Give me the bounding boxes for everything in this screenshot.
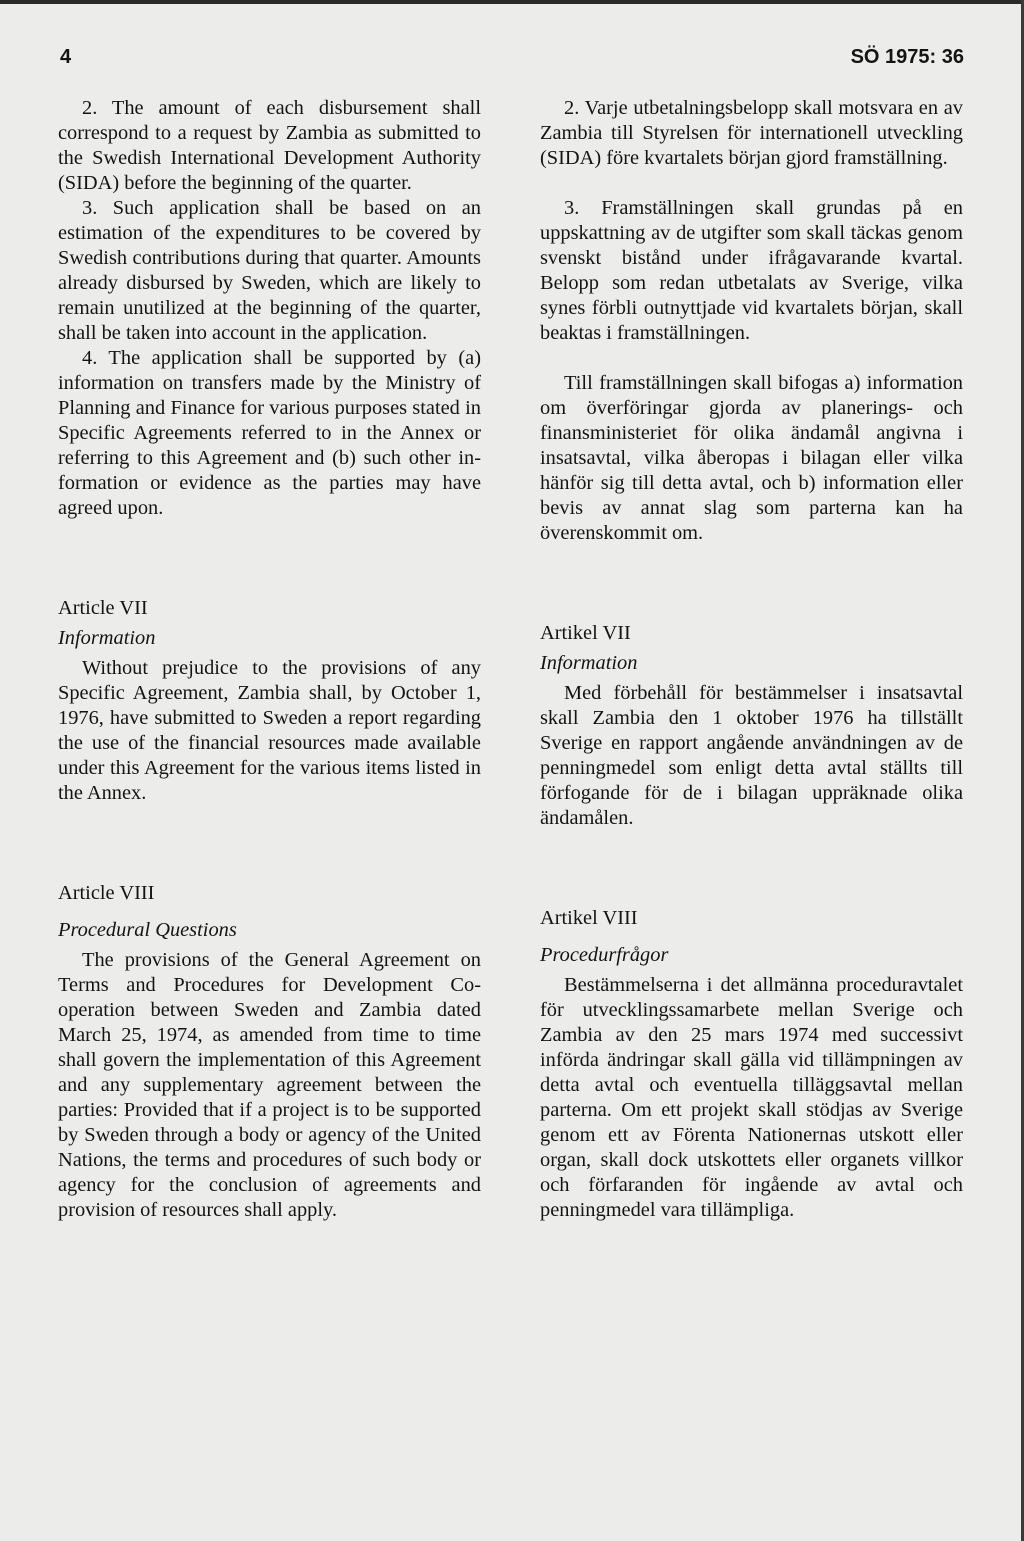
page-number: 4 [60, 46, 72, 68]
sv-article-7-text: Med förbehåll för bestämmelser i insatsavtal skall Zambia den 1 oktober 1976 ha tillställt Sverige en rapport angående användningen av de penningmedel som enligt detta avtal ställts till förfogande för de i bilagan uppräknade olika ändamålen. [540, 682, 963, 829]
swedish-column [540, 96, 963, 1223]
en-article-7-title: Article VII [58, 597, 148, 619]
en-paragraph-4: 4. The application shall be supported by (a) information on transfers made by the Ministry of Planning and Finance for various purposes stated in Specific Agreements referred to in the Annex or referring to this Agreement and (b) such other information or evidence as the parties may have agreed upon. [58, 347, 481, 519]
en-article-8-text: The provisions of the General Agreement on Terms and Procedures for Development Co-operation between Sweden and Zambia dated March 25, 1974, as amended from time to time shall govern the implementation of this Agreement and any supplementary agreement between the parties: Provided that if a project is to be supported by Sweden through a body or agency of the United Nations, the terms and procedures of such body or agency for the conclusion of agreements and provision of resources shall apply. [58, 949, 481, 1221]
en-article-8-subtitle: Procedural Questions [58, 919, 237, 941]
sv-article-8-subtitle: Procedurfrågor [540, 944, 669, 966]
sv-article-7-title: Artikel VII [540, 622, 631, 644]
en-article-8-title: Article VIII [58, 882, 155, 904]
sv-paragraph-4: Till framställningen skall bifogas a) information om överföringar gjorda av planerings- och finansministeriet för olika ändamål angivna i insatsavtal, vilka åberopas i bilagan eller vilka hänför sig till detta avtal, och b) information eller bevis av annat slag som parterna kan ha överenskommit om. [540, 372, 963, 544]
sv-article-7-subtitle: Information [540, 652, 638, 674]
english-column [58, 96, 481, 1223]
sv-article-8-text: Bestämmelserna i det allmänna proceduravtalet för utvecklingssamarbete mellan Sverige och Zambia av den 25 mars 1974 med successivt införda ändringar skall gälla vid tillämpningen av detta avtal och eventuella tilläggsavtal mellan parterna. Om ett projekt skall stödjas av Sverige genom ett av Förenta Nationernas utskott eller organ, skall dock utskottets eller organets villkor och förfaranden för ingående av avtal och penningmedel vara tillämpliga. [540, 974, 963, 1221]
sv-article-8-title: Artikel VIII [540, 907, 638, 929]
sv-paragraph-2: 2. Varje utbetalningsbelopp skall motsvara en av Zambia till Styrelsen för internationell utveckling (SIDA) före kvartalets början gjord framställning. [540, 97, 963, 169]
series-reference: SÖ 1975: 36 [850, 46, 964, 68]
en-paragraph-2: 2. The amount of each disbursement shall correspond to a request by Zambia as submitted to the Swedish International Development Authority (SIDA) before the beginning of the quarter. [58, 97, 481, 194]
en-article-7-text: Without prejudice to the provisions of any Specific Agreement, Zambia shall, by October 1, 1976, have submitted to Sweden a report regarding the use of the financial resources made available under this Agreement for the various items listed in the Annex. [58, 657, 481, 804]
en-paragraph-3: 3. Such application shall be based on an estimation of the expenditures to be covered by Swedish contributions during that quarter. Amounts already disbursed by Sweden, which are likely to remain unutilized at the beginning of the quarter, shall be taken into account in the application. [58, 197, 481, 344]
top-border [0, 0, 1024, 4]
sv-paragraph-3: 3. Framställningen skall grundas på en uppskattning av de utgifter som skall täckas genom svenskt bistånd under ifrågavarande kvartal. Belopp som redan utbetalats av Sverige, vilka synes förbli outnyttjade vid kvartalets början, skall beaktas i framställningen. [540, 197, 963, 344]
en-article-7-subtitle: Information [58, 627, 156, 649]
